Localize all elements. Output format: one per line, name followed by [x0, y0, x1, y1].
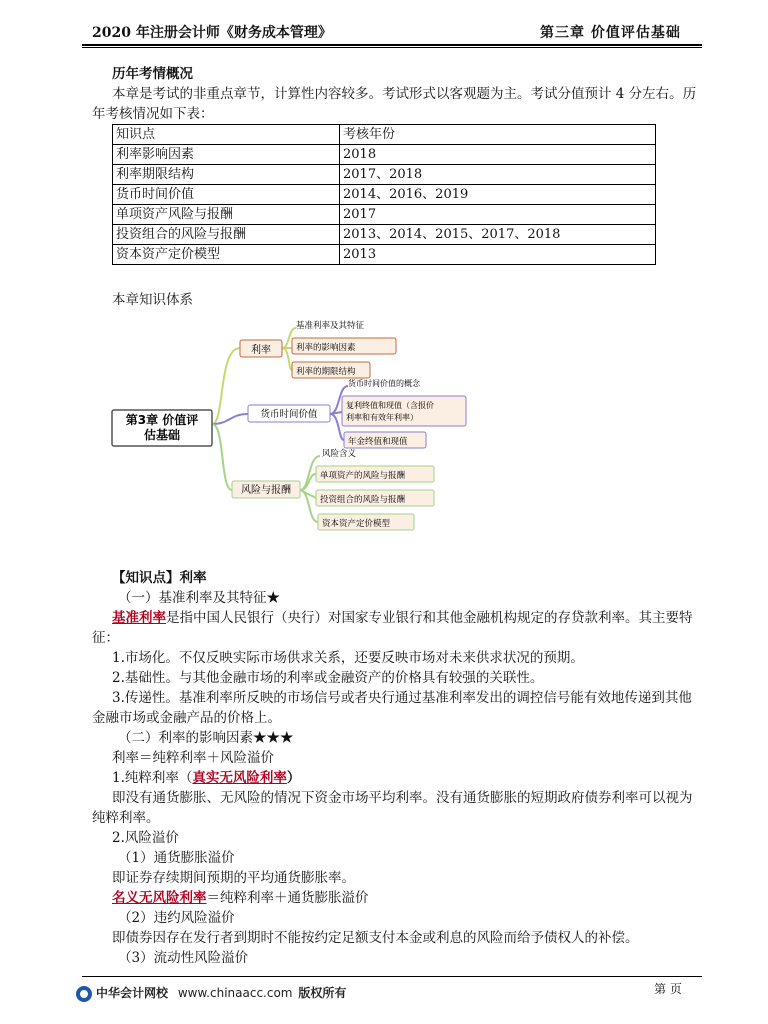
definition-end: 征：	[92, 630, 119, 646]
term-real-risk-free: 真实无风险利率	[192, 770, 287, 786]
table-row	[113, 185, 656, 205]
definition-line	[112, 608, 693, 628]
term-nominal-risk-free: 名义无风险利率	[112, 890, 207, 906]
footer-rights: 版权所有	[298, 986, 347, 1000]
leaf-tvm-concept: 货币时间价值的概念	[348, 379, 420, 388]
leaf-benchmark: 基准利率及其特征	[296, 321, 365, 331]
branch-risk-label: 风险与报酬	[241, 485, 291, 496]
pure-rate-desc-1: 即没有通货膨胀、无风险的情况下资金市场平均利率。没有通货膨胀的短期政府债券利率可以视为	[112, 790, 693, 806]
table-cell: 单项资产风险与报酬	[113, 205, 340, 225]
footer-brand	[76, 984, 346, 1002]
header-rule-thin	[82, 47, 702, 48]
table-cell: 2014、2016、2019	[340, 185, 656, 205]
table-row	[113, 165, 656, 185]
footer-brand-name: 中华会计网校	[96, 986, 169, 1000]
table-cell: 2017	[340, 205, 656, 225]
leaf-compound-2: 利率和有效年利率）	[346, 413, 418, 422]
feature-3b: 金融市场或金融产品的价格上。	[92, 710, 281, 726]
leaf-factors: 利率的影响因素	[296, 343, 356, 353]
system-label: 本章知识体系	[112, 292, 193, 308]
feature-1: 1.市场化。不仅反映实际市场供求关系，还要反映市场对未来供求状况的预期。	[112, 650, 584, 666]
pure-rate-prefix: 1.纯粹利率（	[112, 770, 193, 786]
exam-table	[112, 124, 656, 265]
default-title: （2）违约风险溢价	[118, 910, 235, 926]
table-row	[113, 205, 656, 225]
inflation-desc: 即证券存续期间预期的平均通货膨胀率。	[112, 870, 355, 886]
nominal-rate-formula: ＝纯粹利率＋通货膨胀溢价	[206, 890, 369, 906]
footer-rule	[82, 976, 702, 977]
intro-heading: 历年考情概况	[112, 66, 193, 82]
default-desc: 即债券因存在发行者到期时不能按约定足额支付本金或利息的风险而给予债权人的补偿。	[112, 930, 639, 946]
liquidity-title: （3）流动性风险溢价	[118, 950, 249, 966]
feature-3a: 3.传递性。基准利率所反映的市场信号或者央行通过基准利率发出的调控信号能有效地传递到其他	[112, 690, 692, 706]
root-line-2: 估基础	[143, 428, 181, 442]
table-header-row	[113, 125, 656, 145]
definition-text: 是指中国人民银行（央行）对国家专业银行和其他金融机构规定的存贷款利率。其主要特	[166, 610, 693, 626]
table-row	[113, 225, 656, 245]
table-header-cell: 知识点	[113, 125, 340, 145]
table-cell: 2017、2018	[340, 165, 656, 185]
table-cell: 利率期限结构	[113, 165, 340, 185]
risk-premium-title: 2.风险溢价	[112, 830, 179, 846]
leaf-annuity: 年金终值和现值	[348, 437, 408, 447]
term-benchmark-rate: 基准利率	[112, 610, 166, 626]
page-number: 第 页	[654, 982, 682, 996]
subsection-2: （二）利率的影响因素★★★	[118, 730, 294, 746]
branch-tvm-label: 货币时间价值	[260, 409, 318, 420]
leaf-single: 单项资产的风险与报酬	[320, 471, 406, 481]
intro-line-2: 年考核情况如下表：	[92, 106, 214, 122]
nominal-rate-line	[112, 888, 369, 908]
table-cell: 2013、2014、2015、2017、2018	[340, 225, 656, 245]
branch-rate-label: 利率	[251, 345, 271, 356]
intro-line-1: 本章是考试的非重点章节，计算性内容较多。考试形式以客观题为主。考试分值预计 4 分左右。历	[112, 86, 697, 102]
connector-b1	[212, 348, 240, 424]
section-title: 【知识点】利率	[112, 570, 207, 586]
footer-url-link[interactable]: www.chinaacc.com	[177, 986, 293, 1000]
header-title: 2020 年注册会计师《财务成本管理》	[92, 25, 332, 41]
header-chapter: 第三章 价值评估基础	[540, 25, 681, 41]
pure-rate-title	[112, 768, 300, 788]
header-rule	[82, 44, 702, 46]
table-cell: 利率影响因素	[113, 145, 340, 165]
subsection-1: （一）基准利率及其特征★	[118, 590, 280, 606]
leaf-risk-meaning: 风险含义	[322, 449, 357, 459]
leaf-compound-1: 复利终值和现值（含报价	[346, 401, 434, 410]
leaf-capm: 资本资产定价模型	[322, 519, 391, 529]
rate-formula: 利率＝纯粹利率＋风险溢价	[112, 750, 274, 766]
table-cell: 投资组合的风险与报酬	[113, 225, 340, 245]
table-cell: 2013	[340, 245, 656, 265]
inflation-title: （1）通货膨胀溢价	[118, 850, 235, 866]
table-row	[113, 245, 656, 265]
pure-rate-desc-2: 纯粹利率。	[92, 810, 160, 826]
connector-b3	[212, 424, 232, 490]
table-row	[113, 145, 656, 165]
leaf-term: 利率的期限结构	[296, 367, 356, 377]
table-header-cell: 考核年份	[340, 125, 656, 145]
root-line-1: 第3章 价值评	[125, 413, 199, 427]
mind-map	[100, 316, 480, 538]
feature-2: 2.基础性。与其他金融市场的利率或金融资产的价格具有较强的关联性。	[112, 670, 544, 686]
leaf-portfolio: 投资组合的风险与报酬	[320, 495, 406, 505]
table-cell: 货币时间价值	[113, 185, 340, 205]
table-cell: 资本资产定价模型	[113, 245, 340, 265]
table-cell: 2018	[340, 145, 656, 165]
pure-rate-suffix: ）	[286, 770, 301, 786]
chinaacc-logo-icon	[76, 986, 92, 1002]
